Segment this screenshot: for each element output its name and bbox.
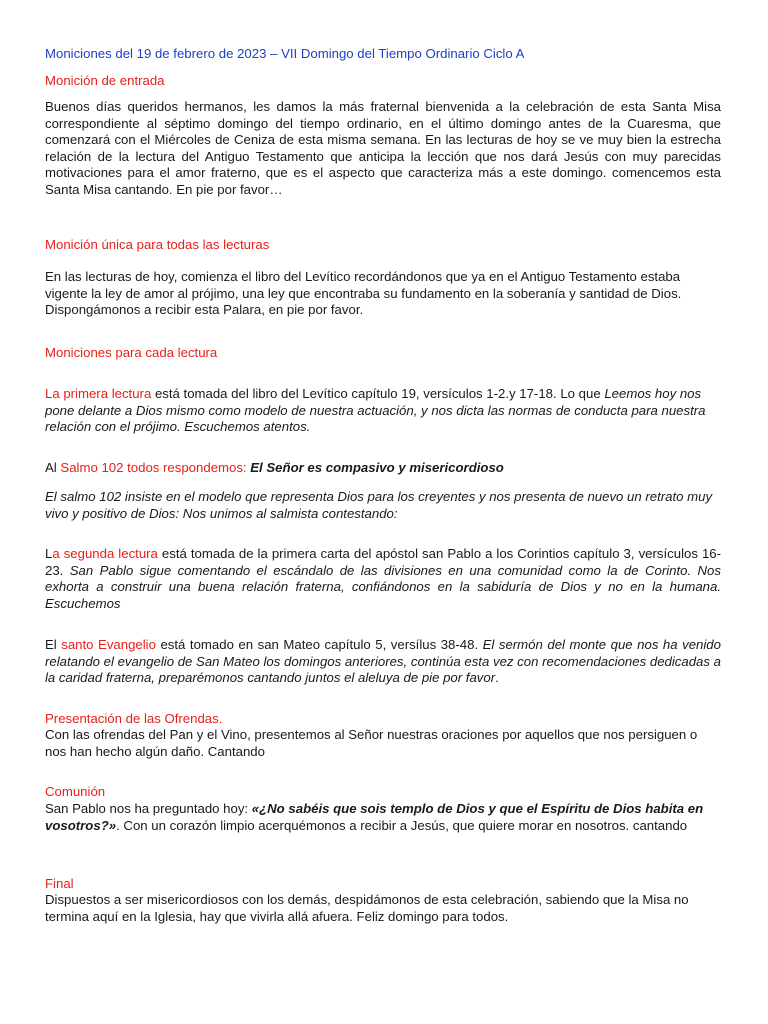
evangelio-end: .: [495, 670, 499, 686]
unica-heading: Monición única para todas las lecturas: [45, 237, 270, 252]
segunda-prefix: L: [45, 546, 53, 561]
comunion-paragraph: [45, 801, 721, 834]
evangelio-prefix: El: [45, 637, 57, 652]
comunion-text: San Pablo nos ha preguntado hoy:: [45, 801, 252, 816]
primera-text: está tomada del libro del Levítico capítulo 19, versículos 1-2.y 17-18. Lo que: [151, 386, 605, 401]
salmo-response: El Señor es compasivo y misericordioso: [250, 460, 504, 475]
comunion-quote: «¿No sabéis que sois templo de Dios y que el Espíritu de Dios habita en vosotros?»: [45, 801, 704, 833]
evangelio-paragraph: [45, 637, 721, 687]
unica-body: En las lecturas de hoy, comienza el libro del Levítico recordándonos que ya en el Antiguo Testamento estaba vigente la ley de amor al prójimo, una ley que encontraba su fundamento en la soberanía y santidad de Dios. Dispongámonos a recibir esta Palara, en pie por favor.: [45, 269, 682, 318]
salmo-label: Salmo 102 todos respondemos:: [56, 460, 251, 475]
entrada-body: Buenos días queridos hermanos, les damos la más fraternal bienvenida a la celebración de esta Santa Misa correspondiente al séptimo domingo del tiempo ordinario, en el último domingo antes de la Cuaresma, que comenzará con el Miércoles de Ceniza de esta misma semana. En las lecturas de hoy se ve muy bien la estrecha relación de la lectura del Antiguo Testamento que anticipa la lección que nos dará Jesús con muy parecidas motivaciones para el amor fraterno, que es el aspecto que caracteriza más a este domingo. comencemos esta Santa Misa cantando. En pie por favor…: [45, 99, 721, 197]
salmo-body: El salmo 102 insiste en el modelo que representa Dios para los creyentes y nos presenta de nuevo un retrato muy vivo y positivo de Dios: Nos unimos al salmista contestando:: [45, 489, 713, 521]
segunda-label: a segunda lectura: [52, 546, 158, 561]
ofrendas-body: Con las ofrendas del Pan y el Vino, presentemos al Señor nuestras oraciones por aquellos que nos persiguen o nos han hecho algún daño. Cantando: [45, 727, 698, 759]
salmo-paragraph: [45, 460, 721, 477]
primera-label: La primera lectura: [45, 386, 152, 401]
comunion-heading: Comunión: [45, 784, 106, 799]
primera-paragraph: [45, 386, 721, 436]
entrada-heading: Monición de entrada: [45, 73, 165, 88]
cada-heading: Moniciones para cada lectura: [45, 345, 218, 360]
document-title: Moniciones del 19 de febrero de 2023 – VII Domingo del Tiempo Ordinario Ciclo A: [45, 46, 525, 61]
segunda-text: está tomada de la primera carta del apóstol san Pablo a los Corintios capítulo 3, versículos 16-23.: [45, 546, 722, 578]
evangelio-italic: El sermón del monte que nos ha venido relatando el evangelio de San Mateo los domingos anteriores, continúa esta vez con recomendaciones dedicadas a la caridad fraterna, preparémonos cantando juntos el aleluya de pie por favor: [45, 637, 721, 686]
salmo-prefix: Al: [45, 460, 57, 475]
segunda-paragraph: [45, 546, 721, 612]
primera-italic: Leemos hoy nos pone delante a Dios mismo como modelo de nuestra actuación, y nos dicta las normas de conducta para nuestra relación con el prójimo. Escuchemos atentos.: [45, 386, 706, 435]
evangelio-label: santo Evangelio: [56, 637, 156, 652]
final-heading: Final: [45, 876, 74, 891]
final-body: Dispuestos a ser misericordiosos con los demás, despidámonos de esta celebración, sabiendo que la Misa no termina aquí en la Iglesia, hay que vivirla allá afuera. Feliz domingo para todos.: [45, 892, 689, 924]
evangelio-text: está tomado en san Mateo capítulo 5, versílus 38-48.: [155, 637, 483, 652]
ofrendas-heading: Presentación de las Ofrendas.: [45, 711, 223, 726]
segunda-italic: San Pablo sigue comentando el escándalo de las divisiones en una comunidad como la de Corinto. Nos exhorta a construir una buena relación fraterna, confiándonos en la sabiduría de Dios y no en la humana. Escuchemos: [45, 562, 721, 611]
comunion-rest: . Con un corazón limpio acerquémonos a recibir a Jesús, que quiere morar en nosotros. cantando: [116, 817, 688, 833]
